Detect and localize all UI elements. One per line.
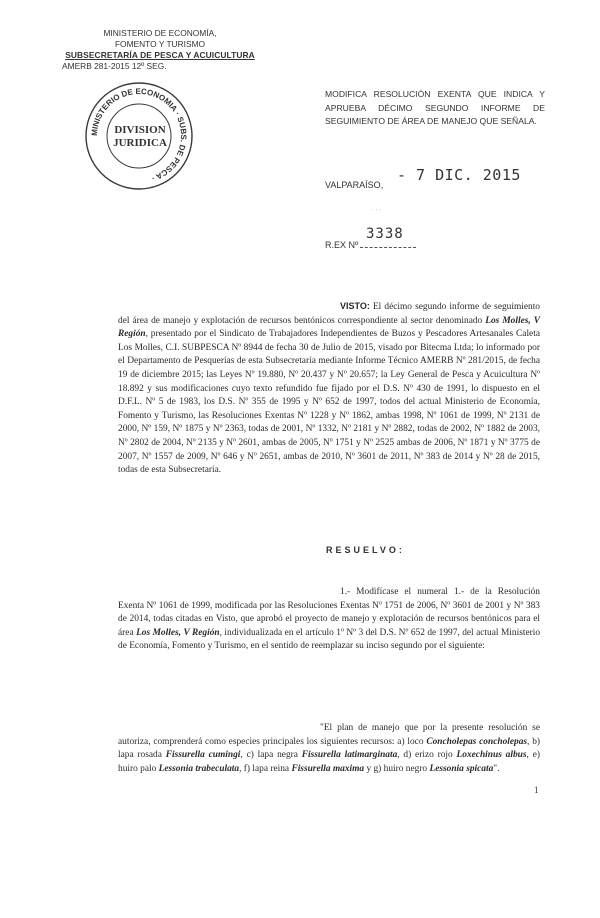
- article-1-paragraph: [118, 586, 540, 654]
- visto-text: El décimo segundo informe de seguimiento del área de manejo y explotación de recursos bentónicos correspondiente al sector denominado: [118, 302, 540, 326]
- stamp-mark: ˙ ˙ ˙: [372, 210, 382, 216]
- rex-blank-line: [360, 247, 416, 248]
- article-1-sector: Los Molles, V Región: [136, 627, 220, 638]
- species-text: ".: [493, 763, 500, 774]
- resolution-number: 3338: [366, 226, 404, 242]
- ministry-name: MINISTERIO DE ECONOMÍA,: [103, 28, 217, 38]
- visto-sector: Los Molles, V Región: [118, 315, 540, 340]
- species-name: Lessonia trabeculata: [158, 763, 240, 774]
- resolution-subject: MODIFICA RESOLUCIÓN EXENTA QUE INDICA Y APRUEBA DÉCIMO SEGUNDO INFORME DE SEGUIMIENTO DE ÁREA DE MANEJO QUE SEÑALA.: [325, 89, 545, 126]
- species-name: Loxechinus albus: [456, 750, 527, 761]
- reference-code: AMERB 281-2015 12º SEG.: [62, 61, 167, 71]
- subsecretaria-name: SUBSECRETARÍA DE PESCA Y ACUICULTURA: [65, 50, 255, 60]
- species-text: , e) huiro palo: [118, 750, 540, 774]
- species-name: Fissurella cumingi: [165, 750, 241, 761]
- letterhead: [60, 28, 260, 72]
- page-number: 1: [534, 785, 539, 795]
- species-name: Lessonia spicata: [429, 763, 494, 774]
- article-1-text: 1.- Modifícase el numeral 1.- de la Resolución Exenta Nº 1061 de 1999, modificada por las Resoluciones Exentas Nº 1751 de 2006, Nº 3601 de 2001 y Nº 383 de 2014, todas citadas en Visto, que aprobó el proyecto de manejo y explotación de recursos bentónicos para el área: [118, 587, 540, 638]
- date-stamp: - 7 DIC. 2015: [397, 166, 521, 184]
- stamp-ring-text: MINISTERIO DE ECONOMIA · SUBS. DE PESCA ·: [89, 86, 189, 183]
- stamp-line-1: DIVISION: [114, 124, 166, 136]
- stamp-line-2: JURIDICA: [113, 137, 167, 149]
- division-juridica-stamp: [83, 80, 195, 192]
- rex-label: R.EX Nº: [325, 240, 359, 250]
- resolution-number-label: [325, 240, 416, 250]
- article-1-text-2: , individualizada en el artículo 1º Nº 3 del D.S. Nº 652 de 1997, del actual Ministerio de Economía, Fomento y Turismo, en el sentido de reemplazar su inciso segundo por el siguiente:: [118, 627, 541, 652]
- visto-text-2: , presentado por el Sindicato de Trabajadores Independientes de Buzos y Pescadores Artesanales Caleta Los Molles, C.I. SUBPESCA Nº 8944 de fecha 30 de Julio de 2015, visado por Bitecma Ltda; lo informado por el Departamento de Pesquerías de esta Subsecretaría mediante Informe Técnico AMERB Nº 281/2015, de fecha 19 de diciembre 2015; las Leyes Nº 19.880, Nº 20.437 y Nº 20.657; la Ley General de Pesca y Acuicultura Nº 18.892 y sus modificaciones cuyo texto refundido fue fijado por el D.S. Nº 430 de 1991, lo dispuesto en el D.F.L. Nº 5 de 1983, los D.S. Nº 355 de 1995 y Nº 652 de 1997, todos del actual Ministerio de Economía, Fomento y Turismo, las Resoluciones Exentas Nº 1228 y Nº 1862, ambas 1998, Nº 1061 de 1999, Nº 2131 de 2000, Nº 159, Nº 1875 y Nº 2363, todas de 2001, Nº 1332, Nº 2181 y Nº 2882, todas de 2002, Nº 1882 de 2003, Nº 2802 de 2004, Nº 2135 y Nº 2601, ambas de 2005, Nº 1751 y Nº 2525 ambas de 2006, Nº 1871 y Nº 3775 de 2007, Nº 1557 de 2009, Nº 646 y Nº 2651, ambas de 2010, Nº 3601 de 2011, Nº 383 de 2014 y Nº 28 de 2015, todas de esta Subsecretaría.: [118, 329, 540, 476]
- species-name: Fissurella latimarginata: [301, 750, 398, 761]
- species-text: , b) lapa rosada: [118, 736, 540, 761]
- species-text: "El plan de manejo que por la presente resolución se autoriza, comprenderá como especies principales los siguientes recursos: a) loco: [118, 723, 540, 747]
- resuelvo-heading: RESUELVO:: [326, 545, 405, 555]
- visto-label: VISTO:: [340, 301, 370, 311]
- ministry-name-2: FOMENTO Y TURISMO: [114, 39, 206, 49]
- place-label: VALPARAÍSO,: [325, 180, 384, 190]
- species-text: , c) lapa negra: [240, 750, 302, 761]
- species-text: y g) huiro negro: [364, 763, 430, 774]
- species-text: , d) erizo rojo: [397, 750, 457, 761]
- species-name: Fissurella maxima: [291, 763, 365, 774]
- visto-paragraph: [118, 300, 540, 478]
- species-name: Concholepas concholepas: [426, 736, 528, 747]
- species-paragraph: [118, 722, 540, 776]
- species-text: , f) lapa reina: [239, 763, 292, 774]
